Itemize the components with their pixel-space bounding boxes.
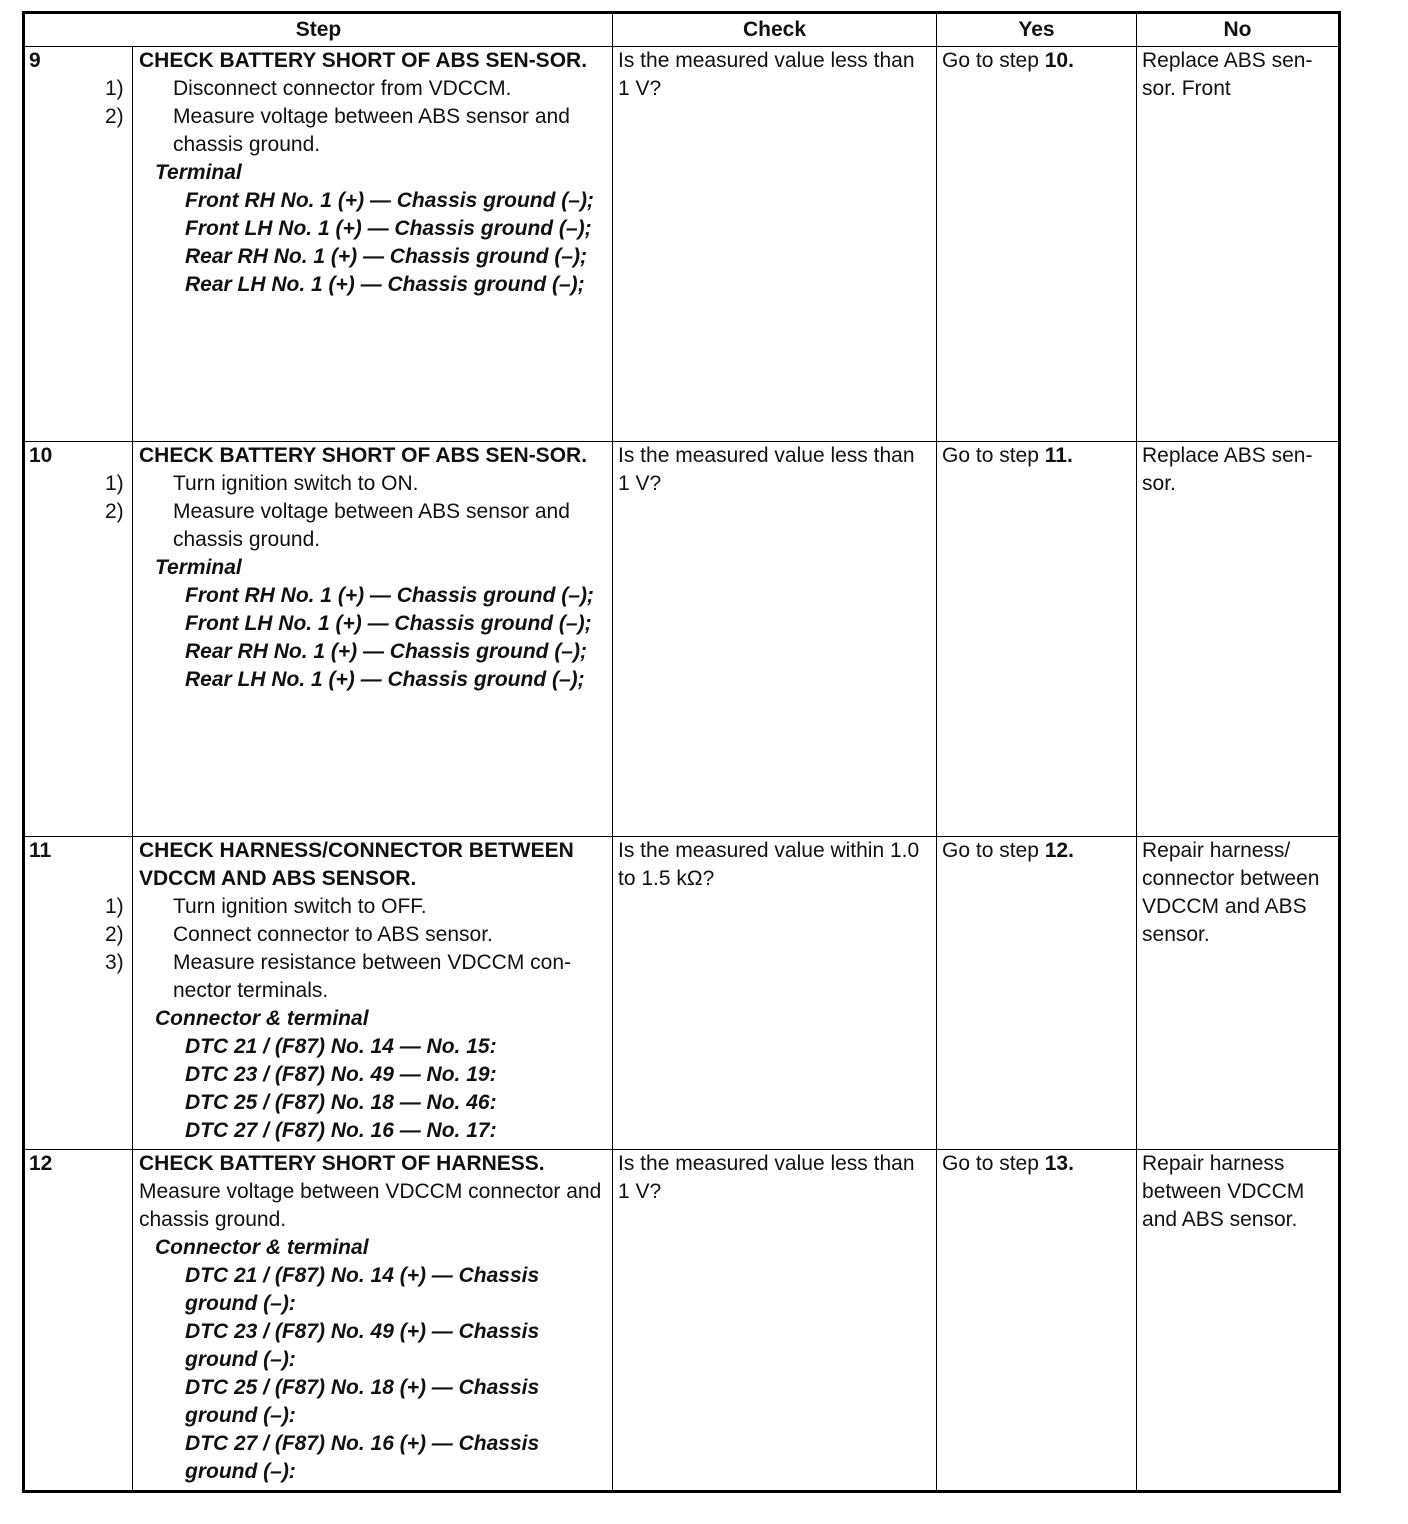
- connector-heading: Connector & terminal: [155, 1236, 369, 1259]
- substep-number: 1): [105, 472, 124, 495]
- diagnostic-table: [22, 11, 1341, 1493]
- connector-heading: Connector & terminal: [155, 1007, 369, 1030]
- header-yes: Yes: [937, 13, 1137, 47]
- yes-action: [937, 1150, 1137, 1492]
- yes-step-ref: 13.: [1044, 1152, 1074, 1175]
- check-question: Is the measured value less than 1 V?: [613, 442, 937, 837]
- substep-number: 1): [105, 895, 124, 918]
- substep: [105, 893, 608, 921]
- step-description: [105, 47, 613, 442]
- step-description: [105, 442, 613, 837]
- connector-spec: DTC 27 / (F87) No. 16 (+) — Chassis ground (–):: [185, 1432, 540, 1483]
- connector-spec: DTC 23 / (F87) No. 49 — No. 19:: [185, 1063, 497, 1086]
- substep-number: 2): [105, 500, 124, 523]
- no-action: Repair harness/ connector between VDCCM and ABS sensor.: [1137, 837, 1340, 1150]
- terminal-heading: Terminal: [155, 556, 242, 579]
- substep-number: 2): [105, 923, 124, 946]
- substep-number: 1): [105, 77, 124, 100]
- step-number: 11: [24, 837, 133, 1150]
- step-number: 9: [24, 47, 133, 442]
- no-action: Repair harness between VDCCM and ABS sensor.: [1137, 1150, 1340, 1492]
- yes-action: [937, 837, 1137, 1150]
- step-number: 10: [24, 442, 133, 837]
- check-question: Is the measured value less than 1 V?: [613, 1150, 937, 1492]
- connector-spec: DTC 23 / (F87) No. 49 (+) — Chassis ground (–):: [185, 1320, 540, 1371]
- connector-spec: DTC 27 / (F87) No. 16 — No. 17:: [185, 1119, 497, 1142]
- table-row-step-10: [24, 442, 1340, 837]
- substep-text: Connect connector to ABS sensor.: [173, 923, 493, 946]
- step-title: CHECK BATTERY SHORT OF ABS SEN-SOR.: [139, 49, 588, 72]
- no-action: Replace ABS sen-sor.: [1137, 442, 1340, 837]
- substep: [105, 949, 608, 1005]
- substep-text: Turn ignition switch to ON.: [173, 472, 419, 495]
- step-title: CHECK HARNESS/CONNECTOR BETWEEN VDCCM AND ABS SENSOR.: [139, 839, 574, 890]
- terminal-spec: Rear RH No. 1 (+) — Chassis ground (–);: [185, 640, 587, 663]
- yes-action: [937, 47, 1137, 442]
- table-row-step-11: [24, 837, 1340, 1150]
- header-check: Check: [613, 13, 937, 47]
- terminal-spec: Rear LH No. 1 (+) — Chassis ground (–);: [185, 273, 585, 296]
- substep-text: Disconnect connector from VDCCM.: [173, 77, 512, 100]
- connector-spec: DTC 25 / (F87) No. 18 (+) — Chassis ground (–):: [185, 1376, 540, 1427]
- terminal-spec: Front LH No. 1 (+) — Chassis ground (–);: [185, 217, 592, 240]
- table-row-step-12: [24, 1150, 1340, 1492]
- substep: [105, 75, 608, 103]
- step-intro: Measure voltage between VDCCM connector and chassis ground.: [139, 1180, 602, 1231]
- connector-spec: DTC 25 / (F87) No. 18 — No. 46:: [185, 1091, 497, 1114]
- check-question: Is the measured value within 1.0 to 1.5 kΩ?: [613, 837, 937, 1150]
- terminal-spec: Front RH No. 1 (+) — Chassis ground (–);: [185, 584, 594, 607]
- substep-text: Measure voltage between ABS sensor and chassis ground.: [173, 500, 570, 551]
- yes-step-ref: 11.: [1044, 444, 1073, 467]
- table-row-step-9: [24, 47, 1340, 442]
- yes-action: [937, 442, 1137, 837]
- terminal-spec: Front LH No. 1 (+) — Chassis ground (–);: [185, 612, 592, 635]
- header-step: Step: [24, 13, 613, 47]
- no-action: Replace ABS sen-sor. Front: [1137, 47, 1340, 442]
- step-description: [105, 837, 613, 1150]
- yes-prefix: Go to step: [942, 444, 1045, 467]
- step-description: [133, 1150, 613, 1492]
- step-number: 12: [24, 1150, 133, 1492]
- substep: [105, 470, 608, 498]
- substep-text: Measure resistance between VDCCM con-nector terminals.: [173, 951, 571, 1002]
- yes-prefix: Go to step: [942, 839, 1045, 862]
- substep: [105, 921, 608, 949]
- terminal-heading: Terminal: [155, 161, 242, 184]
- yes-prefix: Go to step: [942, 1152, 1045, 1175]
- substep-number: 3): [105, 951, 124, 974]
- substep-text: Measure voltage between ABS sensor and chassis ground.: [173, 105, 570, 156]
- yes-prefix: Go to step: [942, 49, 1045, 72]
- connector-spec: DTC 21 / (F87) No. 14 — No. 15:: [185, 1035, 497, 1058]
- substep-text: Turn ignition switch to OFF.: [173, 895, 427, 918]
- connector-spec: DTC 21 / (F87) No. 14 (+) — Chassis ground (–):: [185, 1264, 540, 1315]
- terminal-spec: Rear RH No. 1 (+) — Chassis ground (–);: [185, 245, 587, 268]
- terminal-spec: Rear LH No. 1 (+) — Chassis ground (–);: [185, 668, 585, 691]
- substep: [105, 498, 608, 554]
- step-title: CHECK BATTERY SHORT OF HARNESS.: [139, 1152, 545, 1175]
- header-row: [24, 13, 1340, 47]
- substep: [105, 103, 608, 159]
- yes-step-ref: 12.: [1044, 839, 1074, 862]
- substep-number: 2): [105, 105, 124, 128]
- header-no: No: [1137, 13, 1340, 47]
- yes-step-ref: 10.: [1044, 49, 1074, 72]
- step-title: CHECK BATTERY SHORT OF ABS SEN-SOR.: [139, 444, 588, 467]
- terminal-spec: Front RH No. 1 (+) — Chassis ground (–);: [185, 189, 594, 212]
- check-question: Is the measured value less than 1 V?: [613, 47, 937, 442]
